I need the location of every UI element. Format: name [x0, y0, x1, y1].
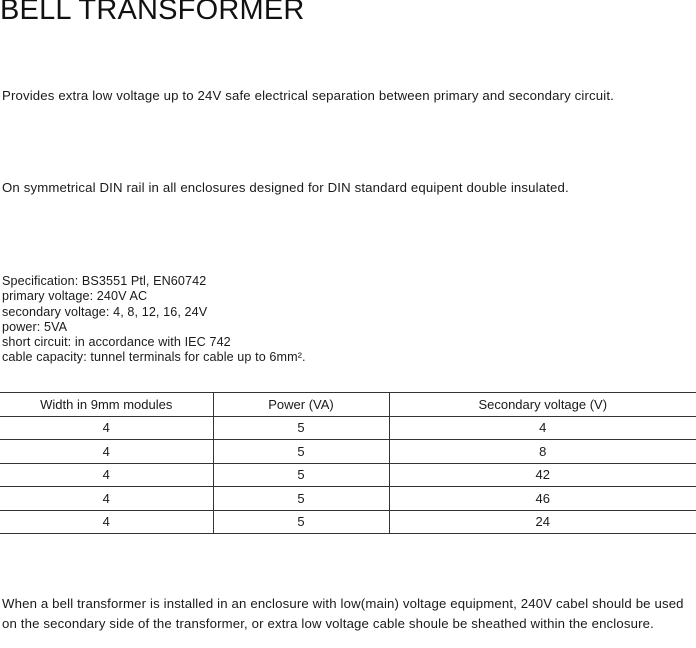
table-row [0, 440, 696, 464]
table-row [0, 487, 696, 511]
spec-line-cable-capacity: cable capacity: tunnel terminals for cable up to 6mm². [2, 350, 306, 365]
cell-width: 4 [0, 510, 213, 534]
table-header-row [0, 393, 696, 417]
cell-width: 4 [0, 416, 213, 440]
table-row [0, 463, 696, 487]
cell-secondary-voltage: 46 [389, 487, 696, 511]
spec-line-primary-voltage: primary voltage: 240V AC [2, 289, 148, 304]
column-header-width: Width in 9mm modules [0, 393, 213, 417]
cell-secondary-voltage: 24 [389, 510, 696, 534]
cell-width: 4 [0, 440, 213, 464]
installation-note: When a bell transformer is installed in an enclosure with low(main) voltage equipment, 240V cabel should be used on the secondary side of the transformer, or extra low voltage cable shoule be sheathed within the enclosure. [2, 596, 684, 631]
spec-line-secondary-voltage: secondary voltage: 4, 8, 12, 16, 24V [2, 304, 208, 319]
intro-paragraph: Provides extra low voltage up to 24V safe electrical separation between primary and secondary circuit. [2, 88, 614, 103]
column-header-secondary-voltage: Secondary voltage (V) [389, 393, 696, 417]
cell-power: 5 [213, 510, 389, 534]
cell-secondary-voltage: 4 [389, 416, 696, 440]
specification-table [0, 392, 696, 534]
cell-width: 4 [0, 487, 213, 511]
cell-width: 4 [0, 463, 213, 487]
specification-block [2, 274, 306, 366]
cell-power: 5 [213, 463, 389, 487]
table-row [0, 416, 696, 440]
cell-power: 5 [213, 487, 389, 511]
mounting-paragraph: On symmetrical DIN rail in all enclosures designed for DIN standard equipent double insulated. [2, 180, 569, 195]
cell-power: 5 [213, 416, 389, 440]
page-title: BELL TRANSFORMER [0, 0, 305, 26]
cell-power: 5 [213, 440, 389, 464]
cell-secondary-voltage: 42 [389, 463, 696, 487]
column-header-power: Power (VA) [213, 393, 389, 417]
spec-line-standard: Specification: BS3551 Ptl, EN60742 [2, 274, 207, 288]
table-row [0, 510, 696, 534]
spec-line-short-circuit: short circuit: in accordance with IEC 742 [2, 335, 231, 350]
cell-secondary-voltage: 8 [389, 440, 696, 464]
spec-line-power: power: 5VA [2, 319, 68, 334]
